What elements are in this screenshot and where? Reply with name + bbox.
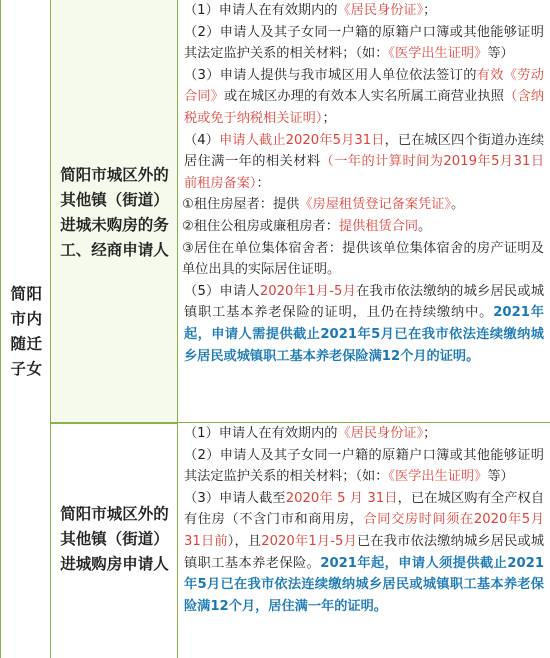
req-sub-3: ③居住在单位集体宿舍者：提供该单位集体宿舍的房产证明及单位出具的实际居住证明。 [182, 240, 544, 278]
requirements-renters [178, 0, 550, 423]
region-cell [0, 0, 51, 658]
req-item-4: （4）申请人截止2020年5月31日，已在城区四个街道办连续居住满一年的相关材料（一年的计算时间为2019年5月31日前租房备案）： [184, 132, 545, 191]
req-item-2: （2）申请人及其子女同一户籍的原籍户口簿或其他能够证明其法定监护关系的相关材料；（如：《医学出生证明》等） [184, 24, 544, 62]
req-item-3: （3）申请人截至2020年 5 月 31日，已在城区购有全产权自有住房（不含门市和商用房，合同交房时间须在2020年5月31日前），且2020年1月-5月已在我市依法缴纳城乡居民或城镇职工基本养老保险。2021年起，申请人须提供截止2021年5月已在我市依法连续缴纳城乡居民或城镇职工基本养老保险满12个月，居住满一年的证明。 [184, 490, 545, 614]
category-cell-renters [51, 0, 178, 423]
region-label [1, 282, 52, 382]
category-label-renters: 简阳市城区外的其他镇（街道）进城未购房的务工、经商申请人 [60, 166, 169, 259]
req-item-2: （2）申请人及其子女同一户籍的原籍户口簿或其他能够证明其法定监护关系的相关材料；（如：《医学出生证明》等） [184, 447, 544, 485]
category-label-buyers: 简阳市城区外的其他镇（街道）进城购房申请人 [60, 505, 169, 573]
region-text: 简阳市内随迁子女 [10, 285, 43, 378]
category-cell-buyers [51, 423, 178, 658]
req-item-5: （5）申请人2020年1月-5月在我市依法缴纳的城乡居民或城镇职工基本养老保险的证明，且仍在持续缴纳中。2021年起，申请人需提供截止2021年5月已在我市依法连续缴纳城乡居民或城镇职工基本养老保险满12个月的证明。 [184, 283, 545, 364]
requirements-buyers [178, 423, 550, 658]
req-item-1: （1）申请人在有效期内的《居民身份证》； [184, 3, 437, 18]
req-sub-1: ①租住房屋者：提供《房屋租赁登记备案凭证》。 [182, 197, 465, 213]
req-item-1: （1）申请人在有效期内的《居民身份证》； [184, 426, 437, 441]
req-item-3: （3）申请人提供与我市城区用人单位依法签订的有效《劳动合同》或在城区办理的有效本人实名所属工商营业执照（含纳税或免于纳税相关证明）； [184, 67, 545, 126]
req-sub-2: ②租住公租房或廉租房者：提供租赁合同。 [182, 218, 432, 234]
